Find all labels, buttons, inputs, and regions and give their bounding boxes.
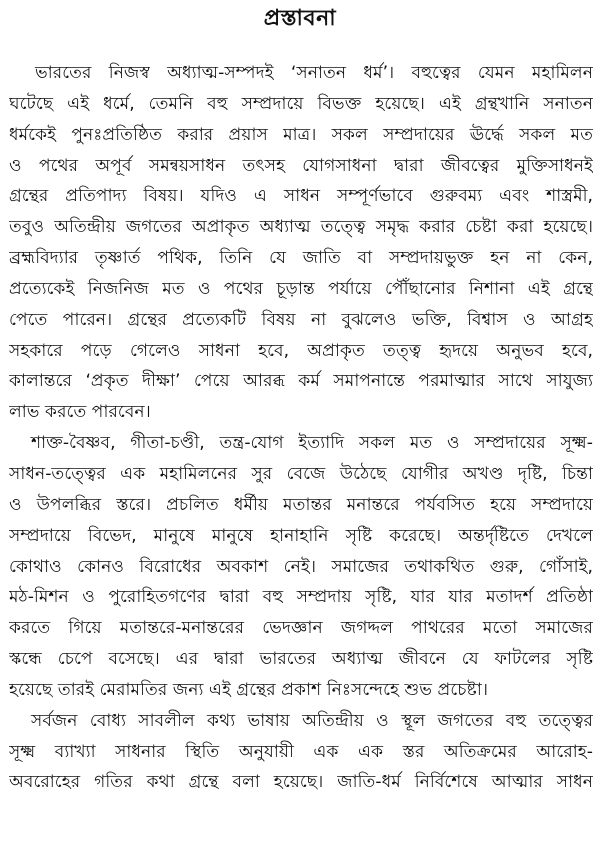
paragraph-1-line-5: গ্রন্থের প্রতিপাদ্য বিষয়। যদিও এ সাধন সম্পূর্ণভাবে গুরুবম্য এবং শাস্ত্রমী,: [9, 186, 593, 207]
paragraph-1-line-9: পেতে পারেন। গ্রন্থের প্রত্যেকটি বিষয় না বুঝলেও ভক্তি, বিশ্বাস ও আগ্রহ: [9, 309, 593, 330]
paragraph-3-line-2: সূক্ষ্ম ব্যাখ্যা সাধনার স্থিতি অনুযায়ী এক এক স্তর অতিক্রমের আরোহ-: [9, 741, 593, 762]
paragraph-2-line-6: মঠ-মিশন ও পুরোহিতগণের দ্বারা বহু সম্প্রদায় সৃষ্টি, যার যার মতাদর্শ প্রতিষ্ঠা: [9, 587, 593, 608]
paragraph-1-line-8: প্রত্যেকেই নিজনিজ মত ও পথের চূড়ান্ত পর্যায়ে পৌঁছানোর নিশানা এই গ্রন্থে: [9, 278, 593, 299]
paragraph-2-line-8: স্কন্ধে চেপে বসেছে। এর দ্বারা ভারতের অধ্যাত্ম জীবনে যে ফাটলের সৃষ্টি: [9, 649, 593, 670]
paragraph-1-line-10: সহকারে পড়ে গেলেও সাধনা হবে, অপ্রাকৃত তত্ত্ব হৃদয়ে অনুভব হবে,: [9, 340, 593, 361]
paragraph-2-line-1: শাক্ত-বৈষ্ণব, গীতা-চণ্ডী, তন্ত্র-যোগ ইত্যাদি সকল মত ও সম্প্রদায়ের সূক্ষ্ম-: [31, 433, 593, 454]
paragraph-3-line-1: সর্বজন বোধ্য সাবলীল কথ্য ভাষায় অতিন্দ্রীয় ও স্থূল জগতের বহু তত্ত্বের: [31, 710, 593, 731]
body-text: [9, 58, 593, 798]
paragraph-1-line-12: লাভ করতে পারবেন।: [9, 402, 151, 423]
paragraph-1-line-3: ধর্মকেই পুনঃপ্রতিষ্ঠিত করার প্রয়াস মাত্র। সকল সম্প্রদায়ের ঊর্দ্ধে সকল মত: [9, 124, 593, 145]
paragraph-1-line-1: ভারতের নিজস্ব অধ্যাত্ম-সম্পদই ‘সনাতন ধর্ম’। বহুত্বের যেমন মহামিলন: [35, 63, 593, 83]
paragraph-1-line-11: কালান্তরে ‘প্রকৃত দীক্ষা’ পেয়ে আরব্ধ কর্ম সমাপনান্তে পরমাত্মার সাথে সাযুজ্য: [9, 371, 593, 392]
paragraph-2-line-7: করতে গিয়ে মতান্তরে-মনান্তরের ভেদজ্ঞান জগদ্দল পাথরের মতো সমাজের: [9, 618, 593, 639]
paragraph-2-line-5: কোথাও কোনও বিরোধের অবকাশ নেই। সমাজের তথাকথিত গুরু, গোঁসাই,: [9, 556, 593, 577]
paragraph-1-line-6: তবুও অতিন্দ্রীয় জগতের অপ্রাকৃত অধ্যাত্ম তত্ত্বে সমৃদ্ধ করার চেষ্টা করা হয়েছে।: [9, 217, 593, 238]
paragraph-2-line-2: সাধন-তত্ত্বের এক মহামিলনের সুর বেজে উঠেছে যোগীর অখণ্ড দৃষ্টি, চিন্তা: [9, 463, 593, 484]
paragraph-2-line-4: সম্প্রদায়ে বিভেদ, মানুষে মানুষে হানাহানি সৃষ্টি করেছে। অন্তর্দৃষ্টিতে দেখলে: [9, 525, 593, 546]
page-title: প্রস্তাবনা: [263, 6, 337, 31]
paragraph-1-line-4: ও পথের অপূর্ব সমন্বয়সাধন তৎসহ যোগসাধনা দ্বারা জীবত্বের মুক্তিসাধনই: [9, 155, 593, 176]
paragraph-2-line-9: হয়েছে তারই মেরামতির জন্য এই গ্রন্থের প্রকাশ নিঃসন্দেহে শুভ প্রচেষ্টা।: [9, 679, 488, 700]
paragraph-3-line-3: অবরোহের গতির কথা গ্রন্থে বলা হয়েছে। জাতি-ধর্ম নির্বিশেষে আত্মার সাধন: [9, 772, 593, 793]
paragraph-2-line-3: ও উপলব্ধির স্তরে। প্রচলিত ধর্মীয় মতান্তর মনান্তরে পর্যবসিত হয়ে সম্প্রদায়ে: [9, 494, 593, 515]
paragraph-1-line-2: ঘটেছে এই ধর্মে, তেমনি বহু সম্প্রদায়ে বিভক্ত হয়েছে। এই গ্রন্থখানি সনাতন: [9, 93, 593, 114]
paragraph-1-line-7: ব্রহ্মবিদ্যার তৃষ্ণার্ত পথিক, তিনি যে জাতি বা সম্প্রদায়ভুক্ত হন না কেন,: [9, 248, 593, 269]
